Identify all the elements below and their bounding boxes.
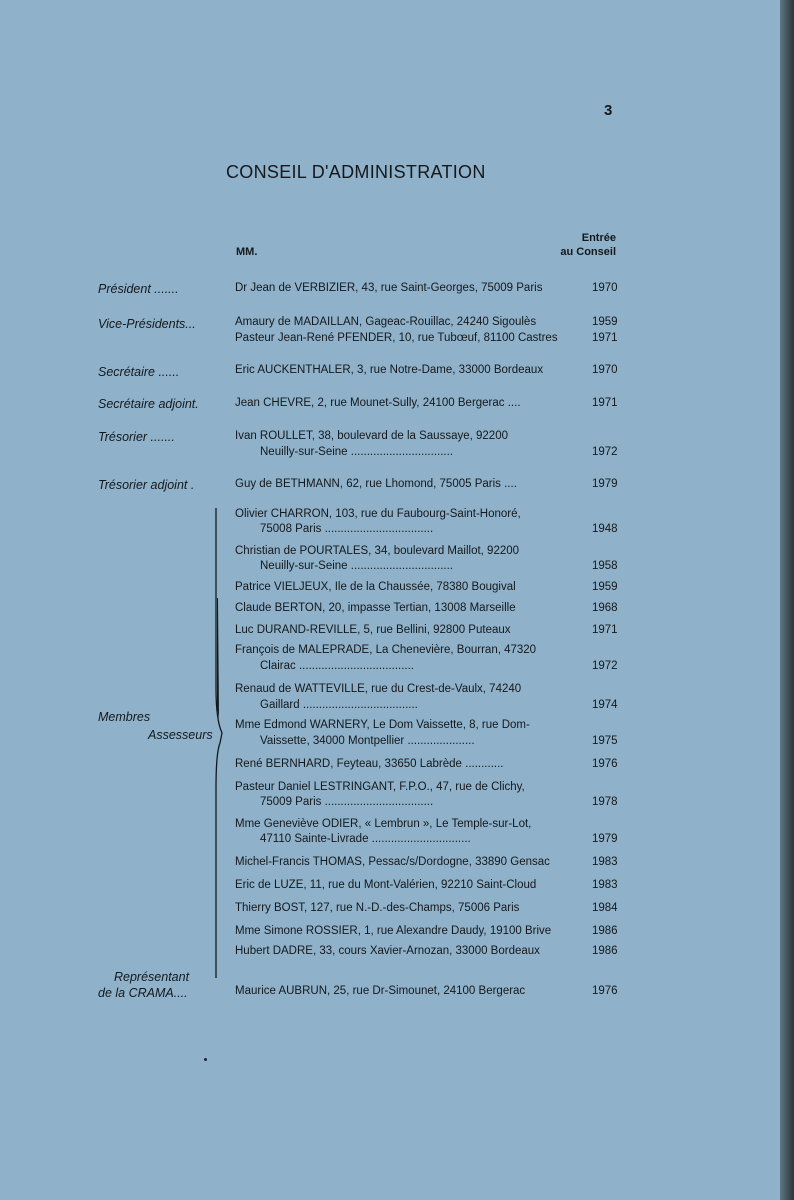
entry-2-line-0: Pasteur Jean-René PFENDER, 10, rue Tubœuf, 81100 Castres [235,332,558,344]
role-representant: Représentant [114,970,190,984]
entry-13-line-1: Gaillard .................................... [260,699,418,711]
entry-5-line-0: Ivan ROULLET, 38, boulevard de la Saussaye, 92200 [235,430,508,442]
entry-7-year: 1948 [592,523,618,535]
entry-19-line-0: Eric de LUZE, 11, rue du Mont-Valérien, 92210 Saint-Cloud [235,879,537,891]
entry-4-year: 1971 [592,397,618,409]
entry-4-line-0: Jean CHEVRE, 2, rue Mounet-Sully, 24100 Bergerac .... [235,397,521,409]
entry-22-year: 1986 [592,945,618,957]
entry-18-year: 1983 [592,856,618,868]
entry-5-year: 1972 [592,446,618,458]
entry-14-line-1: Vaissette, 34000 Montpellier ..................... [260,735,475,747]
entry-21-line-0: Mme Simone ROSSIER, 1, rue Alexandre Daudy, 19100 Brive [235,925,552,937]
entry-3-year: 1970 [592,364,618,376]
entry-20-year: 1984 [592,902,618,914]
entry-23-line-0: Maurice AUBRUN, 25, rue Dr-Simounet, 24100 Bergerac [235,985,526,997]
entry-16-line-1: 75009 Paris .................................. [260,796,434,808]
entry-11-line-0: Luc DURAND-REVILLE, 5, rue Bellini, 92800 Puteaux [235,624,511,636]
entry-16-line-0: Pasteur Daniel LESTRINGANT, F.P.O., 47, rue de Clichy, [235,781,525,793]
entry-21-year: 1986 [592,925,618,937]
entry-12-line-1: Clairac .................................... [260,660,415,672]
entry-5-line-1: Neuilly-sur-Seine ................................ [260,446,453,458]
entry-0-line-0: Dr Jean de VERBIZIER, 43, rue Saint-Georges, 75009 Paris [235,282,543,294]
entry-19-year: 1983 [592,879,618,891]
entry-13-year: 1974 [592,699,618,711]
entry-23-year: 1976 [592,985,618,997]
role-president: Président ....... [98,282,179,296]
entry-15-line-0: René BERNHARD, Feyteau, 33650 Labrède ............ [235,758,504,770]
entry-13-line-0: Renaud de WATTEVILLE, rue du Crest-de-Vaulx, 74240 [235,683,522,695]
role-secretaire: Secrétaire ...... [98,365,180,379]
entry-8-year: 1958 [592,560,618,572]
entry-2-year: 1971 [592,332,618,344]
role-tresorier-adjoint: Trésorier adjoint . [98,478,195,492]
entry-14-year: 1975 [592,735,618,747]
entry-9-year: 1959 [592,581,618,593]
entry-20-line-0: Thierry BOST, 127, rue N.-D.-des-Champs, 75006 Paris [235,902,520,914]
role-de-la-crama: de la CRAMA.... [98,986,188,1000]
member-group-brace [210,508,224,978]
entry-11-year: 1971 [592,624,618,636]
entry-column-header [480,231,616,259]
entry-18-line-0: Michel-Francis THOMAS, Pessac/s/Dordogne, 33890 Gensac [235,856,550,868]
entry-17-line-0: Mme Geneviève ODIER, « Lembrun », Le Temple-sur-Lot, [235,818,532,830]
role-assesseurs: Assesseurs [148,728,213,742]
entry-12-year: 1972 [592,660,618,672]
role-tresorier: Trésorier ....... [98,430,175,444]
role-secretaire-adjoint: Secrétaire adjoint. [98,397,199,411]
entry-8-line-0: Christian de POURTALES, 34, boulevard Maillot, 92200 [235,545,520,557]
page-title: CONSEIL D'ADMINISTRATION [226,162,486,182]
entry-16-year: 1978 [592,796,618,808]
entry-7-line-0: Olivier CHARRON, 103, rue du Faubourg-Saint-Honoré, [235,508,521,520]
entry-7-line-1: 75008 Paris .................................. [260,523,434,535]
entry-header-line-2: au Conseil [560,246,616,258]
names-column-header: MM. [236,246,258,258]
entry-10-line-0: Claude BERTON, 20, impasse Tertian, 13008 Marseille [235,602,516,614]
entry-6-line-0: Guy de BETHMANN, 62, rue Lhomond, 75005 Paris .... [235,478,517,490]
entry-12-line-0: François de MALEPRADE, La Chenevière, Bourran, 47320 [235,644,537,656]
entry-6-year: 1979 [592,478,618,490]
entry-15-year: 1976 [592,758,618,770]
entry-17-year: 1979 [592,833,618,845]
entry-8-line-1: Neuilly-sur-Seine ................................ [260,560,453,572]
entry-1-year: 1959 [592,316,618,328]
entry-header-line-1: Entrée [581,232,616,244]
entry-22-line-0: Hubert DADRE, 33, cours Xavier-Arnozan, 33000 Bordeaux [235,945,540,957]
role-vice-presidents: Vice-Présidents... [98,317,196,331]
page-number: 3 [604,102,613,119]
entry-17-line-1: 47110 Sainte-Livrade ............................... [260,833,471,845]
entry-0-year: 1970 [592,282,618,294]
paper-speck [204,1058,207,1061]
page-edge-shadow [780,0,794,1200]
role-membres: Membres [98,710,151,724]
entry-14-line-0: Mme Edmond WARNERY, Le Dom Vaissette, 8, rue Dom- [235,719,530,731]
entry-1-line-0: Amaury de MADAILLAN, Gageac-Rouillac, 24240 Sigoulès [235,316,537,328]
entry-10-year: 1968 [592,602,618,614]
entry-3-line-0: Eric AUCKENTHALER, 3, rue Notre-Dame, 33000 Bordeaux [235,364,544,376]
entry-9-line-0: Patrice VIELJEUX, Ile de la Chaussée, 78380 Bougival [235,581,516,593]
